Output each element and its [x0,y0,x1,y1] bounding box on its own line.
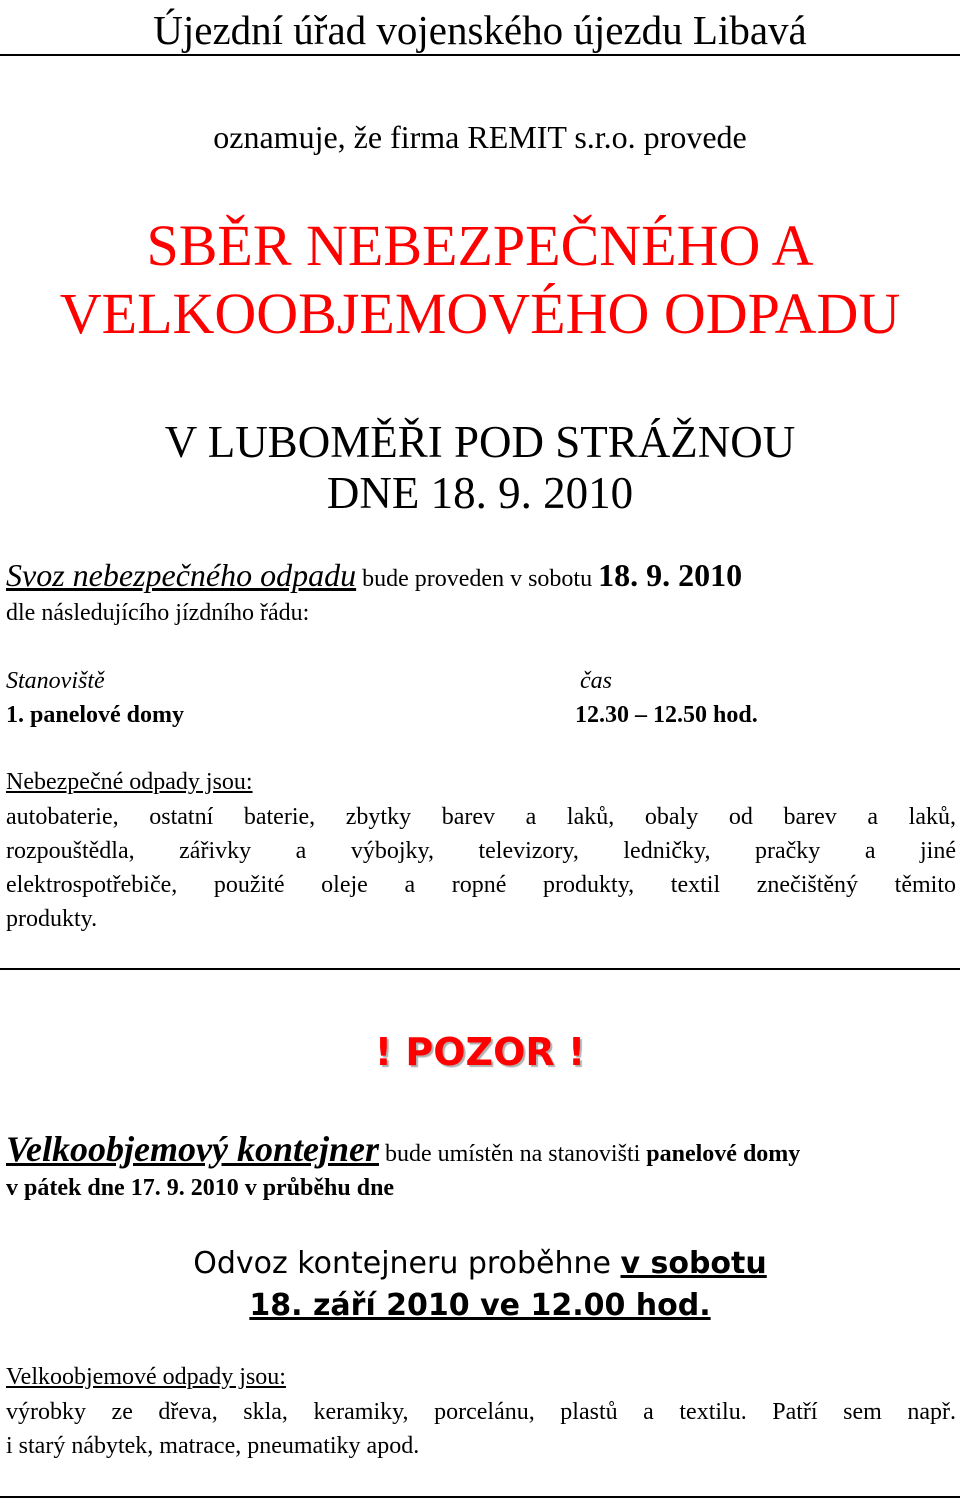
bulky-line: výrobky ze dřeva, skla, keramiky, porcelánu, plastů a textilu. Patří sem např. [6,1399,956,1425]
schedule-time-header: čas [580,668,612,694]
hazardous-line: elektrospotřebiče, použité oleje a ropné produkty, textil znečištěný těmito [6,872,956,898]
bulky-list [6,1395,956,1463]
collection-description: dle následujícího jízdního řádu: [6,600,310,626]
hazardous-line: produkty. [6,906,98,932]
footer-divider [0,1496,960,1498]
header-divider [0,54,960,56]
hazardous-line: rozpouštědla, zářivky a výbojky, televizory, ledničky, pračky a jiné [6,838,956,864]
pickup-line [0,1244,960,1284]
container-place: panelové domy [646,1141,801,1167]
pickup-day: v sobotu [620,1246,767,1281]
hazardous-line: autobaterie, ostatní baterie, zbytky barev a laků, obaly od barev a laků, [6,804,956,830]
main-heading [0,212,960,348]
container-date: v pátek dne 17. 9. 2010 v průběhu dne [6,1175,395,1201]
announcement-text: oznamuje, že firma REMIT s.r.o. provede [213,119,747,155]
collection-line [6,554,742,600]
section-divider [0,968,960,970]
collection-date: 18. 9. 2010 [598,557,743,593]
container-text: bude umístěn na stanovišti [378,1141,647,1167]
date-heading: DNE 18. 9. 2010 [326,468,634,518]
bulky-heading: Velkoobjemové odpady jsou: [6,1364,286,1390]
page-title: Újezdní úřad vojenského újezdu Libavá [153,7,807,53]
container-line [6,1128,800,1175]
container-title: Velkoobjemový kontejner [6,1129,379,1169]
bulky-line: i starý nábytek, matrace, pneumatiky apod. [6,1433,420,1459]
warning-text: ! POZOR ! [374,1030,586,1074]
hazardous-list [6,800,956,936]
main-heading-line-1: SBĚR NEBEZPEČNÉHO A [146,213,814,278]
pickup-datetime: 18. září 2010 ve 12.00 hod. [249,1288,711,1323]
collection-text: bude proveden v sobotu [356,566,599,592]
pickup-text: Odvoz kontejneru proběhne [193,1246,621,1281]
schedule-row-time: 12.30 – 12.50 hod. [575,702,758,728]
main-heading-line-2: VELKOOBJEMOVÉHO ODPADU [59,281,901,346]
hazardous-heading: Nebezpečné odpady jsou: [6,769,253,795]
collection-title: Svoz nebezpečného odpadu [6,557,357,593]
schedule-place-header: Stanoviště [6,668,105,694]
schedule-row-place: 1. panelové domy [6,702,185,728]
location-heading: V LUBOMĚŘI POD STRÁŽNOU [164,417,796,467]
